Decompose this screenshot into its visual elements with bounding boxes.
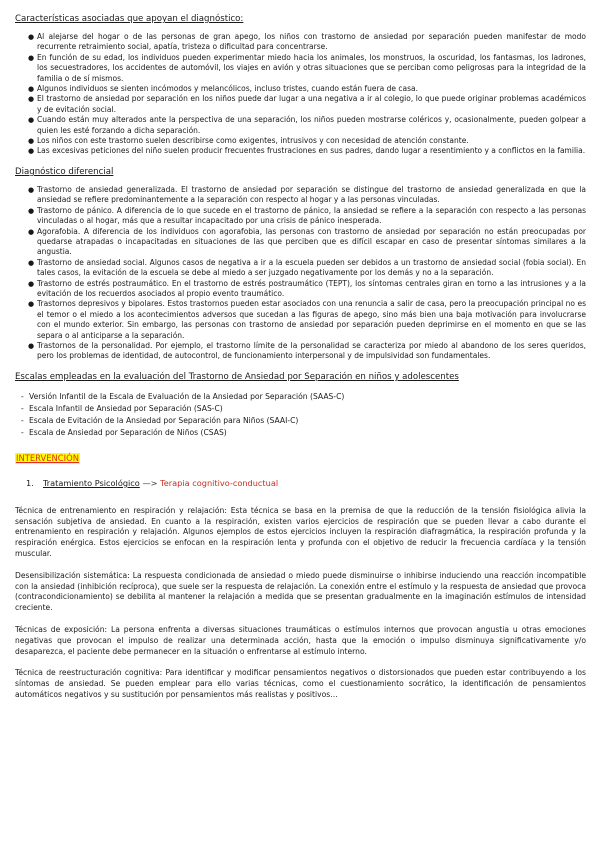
escalas-list bbox=[15, 391, 586, 439]
treatment-title: Tratamiento Psicológico bbox=[43, 477, 140, 488]
paragraph-respiracion: Técnica de entrenamiento en respiración y relajación: Esta técnica se basa en la premisa de que la reducción de la tensión fisiológica alivia la sensación subjetiva de ansiedad. En cuanto a la respiración, existen varios ejercicios de respiración que se pueden llevar a cabo durante el entrenamiento en respiración y relajación. Algunos ejemplos de estos ejercicios incluyen la respiración diafragmática, la respiración profunda y la respiración enérgica. Estos ejercicios se enfocan en la respiración lenta y profunda con el objetivo de reducir la frecuencia cardíaca y la tensión muscular. bbox=[15, 505, 586, 558]
bullet-icon: ● bbox=[28, 116, 35, 125]
list-item-text: Al alejarse del hogar o de las personas de gran apego, los niños con trastorno de ansiedad por separación pueden manifestar de modo recurrente retraimiento social, apatía, tristeza o dificultad para concentrarse. bbox=[37, 32, 586, 52]
list-item bbox=[28, 84, 586, 94]
list-item-text: En función de su edad, los individuos pueden experimentar miedo hacia los animales, los monstruos, la oscuridad, los fantasmas, los ladrones, los secuestradores, los accidentes de automóvil, los viajes en avión y otras situaciones que se perciban como peligrosas para la integridad de la familia o de sí mismos. bbox=[37, 52, 586, 83]
dash-icon: - bbox=[21, 415, 24, 425]
list-item-text: Agorafobia. A diferencia de los individuos con agorafobia, las personas con trastorno de ansiedad por separación no están preocupadas por quedarse atrapadas o incapacitadas en situaciones de las que perciben que es difícil escapar en caso de presentar síntomas similares a la angustia. bbox=[37, 226, 586, 257]
arrow-icon: —> bbox=[142, 477, 158, 488]
list-item-text: Escala de Ansiedad por Separación de Niños (CSAS) bbox=[29, 427, 227, 437]
list-item-text: El trastorno de ansiedad por separación en los niños puede dar lugar a una negativa a ir al colegio, lo que puede originar problemas académicos y de evitación social. bbox=[37, 94, 586, 114]
list-item-text: Trastorno de ansiedad social. Algunos casos de negativa a ir a la escuela pueden ser debidos a un trastorno de ansiedad social (fobia social). En tales casos, la evitación de la escuela se debe al miedo a ser juzgado negativamente por los demás y no a la separación. bbox=[37, 257, 586, 278]
list-item bbox=[28, 184, 586, 206]
bullet-icon: ● bbox=[28, 95, 35, 104]
list-item-text: Trastornos depresivos y bipolares. Estos trastornos pueden estar asociados con una renuncia a salir de casa, pero la preocupación principal no es el temor o el miedo a los acontecimientos adversos que sucedan a las figuras de apego, sino más bien una baja motivación para involucrarse con el mundo exterior. Sin embargo, las personas con trastorno de ansiedad por separación pueden deprimirse en el momento en que se las separa o al anticiparse a la separación. bbox=[37, 299, 586, 340]
list-item bbox=[21, 415, 586, 427]
list-item-text: Trastornos de la personalidad. Por ejemplo, el trastorno límite de la personalidad se caracteriza por miedo al abandono de los seres queridos, pero los problemas de identidad, de autocontrol, de funcionamiento interpersonal y de impulsividad son fundamentales. bbox=[37, 340, 586, 361]
list-item-text: Trastorno de estrés postraumático. En el trastorno de estrés postraumático (TEPT), los síntomas centrales giran en torno a las intrusiones y a la evitación de los recuerdos asociados al propio evento traumático. bbox=[37, 278, 586, 298]
list-item-text: Los niños con este trastorno suelen describirse como exigentes, intrusivos y con necesidad de atención constante. bbox=[37, 136, 469, 146]
list-item bbox=[28, 278, 586, 300]
dash-icon: - bbox=[21, 403, 24, 413]
treatment-number: 1. bbox=[26, 477, 34, 488]
paragraph-reestructuracion: Técnica de reestructuración cognitiva: Para identificar y modificar pensamientos negativos o distorsionados que pueden estar contribuyendo a los síntomas de ansiedad. Se pueden emplear para ello varias técnicas, como el cuestionamiento socrático, la identificación de pensamientos automáticos negativos y su sustitución por pensamientos más realistas y positivos… bbox=[15, 668, 586, 699]
bullet-icon: ● bbox=[28, 258, 35, 267]
bullet-icon: ● bbox=[28, 185, 35, 194]
caracteristicas-list bbox=[15, 32, 586, 157]
bullet-icon: ● bbox=[28, 206, 35, 215]
list-item bbox=[28, 115, 586, 136]
list-item bbox=[28, 146, 586, 156]
list-item bbox=[28, 32, 586, 53]
list-item bbox=[28, 226, 586, 258]
section-heading-diferencial: Diagnóstico diferencial bbox=[15, 166, 114, 177]
bullet-icon: ● bbox=[28, 53, 35, 62]
bullet-icon: ● bbox=[28, 33, 35, 41]
paragraph-desensibilizacion: Desensibilización sistemática: La respuesta condicionada de ansiedad o miedo puede disminuirse o inhibirse induciendo una reacción incompatible con la ansiedad (inhibición recíproca), que suele ser la respuesta de relajación. La conexión entre el estímulo y la respuesta de ansiedad que provoca (contracondicionamiento) se debilita al mantener la relajación a medida que se presentan gradualmente en la imaginación estímulos de intensidad creciente. bbox=[15, 570, 586, 613]
list-item-text: Cuando están muy alterados ante la perspectiva de una separación, los niños pueden mostrarse coléricos y, ocasionalmente, pueden golpear a quien les esté forzando a dicha separación. bbox=[37, 115, 586, 135]
list-item-text: Escala Infantil de Ansiedad por Separación (SAS-C) bbox=[29, 403, 223, 413]
list-item-text: Trastorno de ansiedad generalizada. El trastorno de ansiedad por separación se distingue del trastorno de ansiedad generalizada en que la ansiedad se refiere predominantemente a la separación con respecto al hogar y a las personas vinculadas. bbox=[37, 184, 586, 205]
bullet-icon: ● bbox=[28, 300, 35, 309]
list-item bbox=[21, 427, 586, 439]
bullet-icon: ● bbox=[28, 85, 35, 94]
list-item bbox=[28, 340, 586, 362]
list-item bbox=[28, 52, 586, 84]
therapy-name: Terapia cognitivo-conductual bbox=[160, 477, 279, 488]
list-item bbox=[28, 136, 586, 146]
list-item-text: Las excesivas peticiones del niño suelen producir frecuentes frustraciones en sus padres, dando lugar a resentimiento y a conflictos en la familia. bbox=[37, 146, 586, 156]
treatment-heading bbox=[26, 478, 586, 489]
list-item bbox=[28, 257, 586, 279]
section-heading-caracteristicas: Características asociadas que apoyan el diagnóstico: bbox=[15, 14, 244, 24]
diferencial-list bbox=[15, 185, 586, 362]
bullet-icon: ● bbox=[28, 227, 35, 236]
section-heading-intervencion: INTERVENCIÓN bbox=[16, 452, 79, 463]
paragraph-exposicion: Técnicas de exposición: La persona enfrenta a diversas situaciones traumáticas o estímulos internos que provocan angustia u otras emociones negativas que provocan el impulso de realizar una determinada acción, hasta que la emoción o impulso disminuya significativamente y/o desaparezca, el paciente debe permanecer en la situación o enfrentarse al estímulo interno. bbox=[15, 624, 586, 656]
list-item-text: Versión Infantil de la Escala de Evaluación de la Ansiedad por Separación (SAAS-C) bbox=[29, 391, 345, 401]
list-item bbox=[28, 94, 586, 115]
list-item bbox=[21, 391, 586, 403]
section-heading-escalas: Escalas empleadas en la evaluación del Trastorno de Ansiedad por Separación en niños y adolescentes bbox=[15, 371, 459, 382]
list-item-text: Algunos individuos se sienten incómodos y melancólicos, incluso tristes, cuando están fuera de casa. bbox=[37, 84, 418, 94]
list-item bbox=[28, 205, 586, 227]
dash-icon: - bbox=[21, 427, 24, 437]
list-item bbox=[21, 403, 586, 415]
bullet-icon: ● bbox=[28, 279, 35, 288]
bullet-icon: ● bbox=[28, 341, 35, 350]
bullet-icon: ● bbox=[28, 147, 35, 156]
bullet-icon: ● bbox=[28, 137, 35, 146]
list-item-text: Trastorno de pánico. A diferencia de lo que sucede en el trastorno de pánico, la ansiedad se refiere a la separación con respecto a las personas vinculadas o al hogar, más que a resultar incapacitado por una crisis de pánico inesperada. bbox=[37, 205, 586, 226]
list-item-text: Escala de Evitación de la Ansiedad por Separación para Niños (SAAI-C) bbox=[29, 415, 299, 425]
list-item bbox=[28, 299, 586, 341]
dash-icon: - bbox=[21, 391, 24, 401]
